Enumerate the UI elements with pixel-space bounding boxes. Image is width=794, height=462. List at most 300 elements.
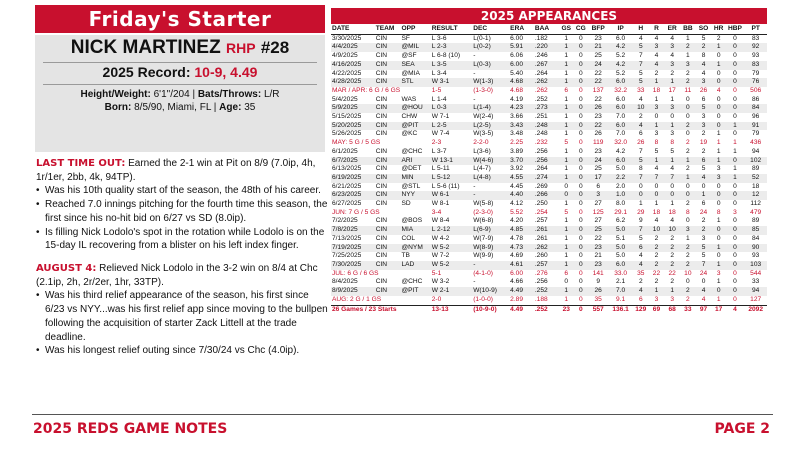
table-cell: 1 bbox=[558, 261, 573, 270]
table-cell: 1 bbox=[733, 147, 737, 155]
table-cell: @HOU bbox=[400, 104, 430, 113]
table-cell: 0 bbox=[725, 261, 743, 270]
table-cell: 544 bbox=[750, 269, 762, 277]
table-cell: .264 bbox=[534, 165, 548, 173]
table-cell: L(0-2) bbox=[472, 43, 509, 52]
table-cell: 1 bbox=[664, 78, 680, 87]
table-cell: 3 bbox=[695, 78, 711, 87]
table-row bbox=[331, 96, 767, 105]
table-cell: .251 bbox=[534, 113, 548, 121]
table-cell: 4.73 bbox=[509, 244, 534, 253]
table-cell: 0 bbox=[573, 61, 588, 70]
table-cell: (4-1-0) bbox=[473, 269, 493, 277]
list-item: • Was his longest relief outing since 7/30/24 vs Chc (4.0ip). bbox=[36, 344, 328, 358]
table-cell: 4.68 bbox=[509, 78, 534, 87]
table-cell: 4.19 bbox=[510, 95, 524, 103]
table-cell: L 0-3 bbox=[431, 104, 472, 113]
table-cell: CIN bbox=[375, 61, 401, 70]
table-cell: 8 bbox=[701, 52, 706, 60]
table-cell: 3 bbox=[716, 269, 721, 277]
table-cell: 25 bbox=[588, 226, 608, 235]
table-cell: 0 bbox=[733, 182, 737, 190]
table-cell: 4.85 bbox=[509, 226, 534, 235]
table-cell: 0 bbox=[578, 95, 583, 103]
table-cell: CIN bbox=[375, 130, 388, 138]
last-time-heading: LAST TIME OUT: bbox=[36, 158, 126, 169]
table-cell: 1 bbox=[564, 95, 569, 103]
table-cell: 8/9/2025 bbox=[331, 287, 375, 296]
table-cell: 1 bbox=[670, 200, 674, 208]
table-cell: 8 bbox=[670, 139, 674, 147]
table-cell: L(2-5) bbox=[472, 122, 509, 131]
table-cell: - bbox=[473, 182, 476, 190]
table-cell: 22 bbox=[594, 234, 602, 242]
table-cell: 7/25/2025 bbox=[332, 252, 362, 260]
last-time-out-notes bbox=[36, 157, 328, 253]
table-cell: 3 bbox=[680, 61, 696, 70]
table-cell: JUL: 6 G / 6 GS bbox=[332, 269, 379, 277]
table-cell: 4 bbox=[670, 34, 674, 42]
table-cell: 0 bbox=[686, 95, 690, 103]
column-header: ER bbox=[664, 25, 680, 34]
table-cell: 3.70 bbox=[509, 157, 534, 166]
table-cell: 7/19/2025 bbox=[331, 244, 375, 253]
table-cell: @MIA bbox=[401, 69, 420, 77]
table-cell: 5 bbox=[638, 234, 643, 242]
table-cell: L 5-6 (11) bbox=[431, 182, 460, 190]
table-cell: 0 bbox=[725, 244, 743, 253]
player-throws: RHP bbox=[225, 40, 256, 56]
table-cell: 0 bbox=[733, 217, 737, 225]
table-cell: W(6-8) bbox=[473, 217, 494, 225]
table-cell: 0 bbox=[578, 34, 583, 42]
column-header: CG bbox=[573, 25, 588, 34]
table-cell: 3 bbox=[670, 295, 674, 303]
table-cell: 52 bbox=[743, 174, 767, 183]
table-cell: 0 bbox=[573, 104, 588, 113]
table-cell: 1 bbox=[716, 217, 721, 225]
column-header: R bbox=[648, 25, 664, 34]
table-cell: 5/4/2025 bbox=[332, 95, 358, 103]
table-cell: .274 bbox=[534, 174, 559, 183]
table-cell: 0 bbox=[716, 252, 721, 260]
table-cell: 92 bbox=[743, 43, 767, 52]
table-cell: 0 bbox=[573, 174, 588, 183]
table-cell: 6.0 bbox=[616, 95, 626, 103]
month-total-row bbox=[331, 270, 767, 279]
table-cell: W 13-1 bbox=[431, 157, 472, 166]
table-cell: 2-0 bbox=[431, 295, 442, 303]
table-cell: 10 bbox=[664, 226, 680, 235]
table-cell: CIN bbox=[375, 165, 388, 173]
table-cell: 2 bbox=[686, 139, 690, 147]
table-cell: W 7-4 bbox=[431, 130, 450, 138]
age-label: Age: bbox=[219, 102, 242, 113]
table-cell: 0 bbox=[654, 113, 659, 121]
table-cell: 26 bbox=[637, 139, 645, 147]
table-cell: 2 bbox=[695, 43, 711, 52]
last-time-lead: Earned the 2-1 win at Pit on 8/9 (7.0ip, 4h, 1r/1er, 2bb, 4k, 94TP). bbox=[36, 158, 316, 183]
column-header: OPP bbox=[400, 25, 430, 34]
table-cell: 0 bbox=[578, 200, 583, 208]
table-cell: 1-5 bbox=[431, 86, 442, 94]
table-cell: 4 bbox=[654, 52, 659, 60]
table-cell: L 1-4 bbox=[431, 95, 447, 103]
table-cell: 1 bbox=[564, 234, 569, 242]
table-cell: 9 bbox=[638, 217, 643, 225]
table-cell: W 3-1 bbox=[431, 78, 472, 87]
table-cell: 8 bbox=[686, 208, 690, 216]
table-cell: .267 bbox=[534, 61, 559, 70]
table-cell: 0 bbox=[733, 113, 737, 121]
appearances-table bbox=[331, 25, 767, 314]
table-row bbox=[331, 191, 767, 200]
table-cell: .188 bbox=[534, 295, 548, 303]
table-cell: 0 bbox=[654, 182, 659, 190]
table-cell: CIN bbox=[375, 252, 388, 260]
month-total-row bbox=[331, 87, 767, 96]
table-cell: 5.0 bbox=[608, 226, 633, 235]
table-cell: 9.1 bbox=[616, 295, 626, 303]
table-cell: @KC bbox=[401, 130, 418, 138]
table-cell: 4 bbox=[670, 217, 674, 225]
table-cell: 0 bbox=[711, 122, 726, 131]
table-cell: 0 bbox=[711, 104, 726, 113]
table-cell: (10-9-0) bbox=[472, 305, 509, 314]
table-cell: L 3-6 bbox=[431, 34, 447, 42]
table-cell: @NYM bbox=[400, 244, 430, 253]
table-cell: 1 bbox=[695, 191, 711, 200]
table-cell: 23 bbox=[594, 113, 602, 121]
table-cell: 1 bbox=[564, 252, 569, 260]
table-cell: 69 bbox=[648, 305, 664, 314]
table-cell: - bbox=[473, 95, 476, 103]
table-cell: W(1-3) bbox=[472, 78, 509, 87]
table-cell: 6.2 bbox=[616, 217, 626, 225]
table-cell: 0 bbox=[733, 200, 737, 208]
table-cell: 1 bbox=[711, 261, 726, 270]
table-cell: 93 bbox=[752, 252, 760, 260]
table-cell: WAS bbox=[401, 95, 417, 103]
table-cell: 22 bbox=[588, 78, 608, 87]
table-cell: L 3-5 bbox=[431, 61, 472, 70]
table-cell: 0 bbox=[578, 139, 583, 147]
table-cell: L(4-8) bbox=[472, 174, 509, 183]
table-cell: 0 bbox=[725, 191, 743, 200]
table-cell: 0 bbox=[632, 191, 648, 200]
starter-banner: Friday's Starter bbox=[35, 5, 325, 33]
table-cell: L 2-5 bbox=[431, 122, 472, 131]
last-time-bullets bbox=[36, 184, 328, 253]
table-cell: 1 bbox=[654, 95, 659, 103]
table-cell: 1 bbox=[638, 200, 643, 208]
table-cell: 4 bbox=[632, 287, 648, 296]
table-cell: 0 bbox=[564, 182, 569, 190]
table-cell: 22 bbox=[594, 95, 602, 103]
table-cell: CIN bbox=[375, 191, 401, 200]
table-cell: W(2-4) bbox=[473, 113, 494, 121]
table-cell: 1 bbox=[648, 78, 664, 87]
table-cell: 2 bbox=[670, 69, 674, 77]
table-row bbox=[331, 278, 767, 287]
table-cell: CIN bbox=[375, 43, 401, 52]
table-row bbox=[331, 104, 767, 113]
table-cell: 76 bbox=[743, 78, 767, 87]
table-cell: 4 bbox=[654, 165, 659, 173]
table-cell: MAR / APR: 6 G / 6 GS bbox=[332, 86, 401, 94]
table-cell: 6 bbox=[701, 95, 706, 103]
table-row bbox=[331, 52, 767, 61]
table-cell: 0 bbox=[711, 78, 726, 87]
table-cell: 3 bbox=[664, 61, 680, 70]
table-cell: @PIT bbox=[400, 287, 430, 296]
table-cell: 4.66 bbox=[510, 278, 524, 286]
table-cell: 2 bbox=[701, 147, 706, 155]
table-cell: 2 bbox=[680, 43, 696, 52]
table-cell: 26 bbox=[588, 287, 608, 296]
table-cell: L 5-11 bbox=[431, 165, 450, 173]
table-cell: .232 bbox=[534, 139, 548, 147]
table-cell: 13-13 bbox=[431, 305, 472, 314]
table-cell: 6.0 bbox=[608, 78, 633, 87]
table-cell: CIN bbox=[375, 52, 388, 60]
table-cell: .252 bbox=[534, 95, 548, 103]
table-cell: 5.2 bbox=[616, 52, 626, 60]
table-cell: 0 bbox=[578, 208, 583, 216]
table-cell: CIN bbox=[375, 147, 388, 155]
table-cell: W 7-2 bbox=[431, 252, 450, 260]
table-cell: 6 bbox=[701, 200, 706, 208]
table-cell: @STL bbox=[401, 182, 421, 190]
table-cell: 5 bbox=[695, 244, 711, 253]
table-cell: 1 bbox=[716, 278, 721, 286]
table-cell: 22 bbox=[668, 269, 676, 277]
table-cell: 18 bbox=[652, 86, 661, 94]
table-cell: 0 bbox=[733, 130, 737, 138]
table-header-row bbox=[331, 25, 767, 34]
table-cell: L(6-9) bbox=[472, 226, 509, 235]
table-cell: L 3-4 bbox=[431, 69, 447, 77]
table-cell: 1 bbox=[711, 43, 726, 52]
table-cell: 6.00 bbox=[510, 34, 524, 42]
table-cell: 5 bbox=[654, 147, 659, 155]
table-cell: 0 bbox=[725, 61, 743, 70]
footer-divider bbox=[32, 414, 773, 415]
bt-value: L/R bbox=[263, 89, 280, 100]
table-cell: 7.0 bbox=[616, 130, 626, 138]
table-cell: W(9-9) bbox=[473, 252, 494, 260]
table-cell: 1 bbox=[654, 200, 659, 208]
table-cell: 2 bbox=[670, 234, 674, 242]
table-cell: 25 bbox=[594, 165, 602, 173]
table-cell: 5 bbox=[670, 147, 674, 155]
table-cell: 6/7/2025 bbox=[331, 157, 375, 166]
table-cell: 4 bbox=[695, 287, 711, 296]
table-row bbox=[331, 287, 767, 296]
table-cell: 8.0 bbox=[616, 200, 626, 208]
table-cell: 0 bbox=[578, 269, 583, 277]
table-cell: CIN bbox=[375, 113, 388, 121]
table-cell: 3 bbox=[711, 174, 726, 183]
table-cell: 1 bbox=[564, 147, 569, 155]
table-row bbox=[331, 165, 767, 174]
table-cell: 2 bbox=[686, 69, 690, 77]
table-cell: 0 bbox=[711, 287, 726, 296]
table-cell: 3 bbox=[695, 122, 711, 131]
table-cell: 7/13/2025 bbox=[332, 234, 362, 242]
table-cell: 1 bbox=[686, 52, 690, 60]
table-cell: 4 bbox=[648, 61, 664, 70]
table-cell: 4 bbox=[638, 95, 643, 103]
table-cell: 4.68 bbox=[510, 86, 524, 94]
table-cell: .257 bbox=[534, 217, 548, 225]
table-cell: 1 bbox=[648, 122, 664, 131]
table-cell: 7 bbox=[632, 61, 648, 70]
table-cell: .262 bbox=[534, 244, 559, 253]
table-cell: 22 bbox=[588, 122, 608, 131]
table-row bbox=[331, 34, 767, 43]
table-cell: 94 bbox=[743, 287, 767, 296]
table-cell: 7/8/2025 bbox=[331, 226, 375, 235]
table-cell: 5.0 bbox=[616, 165, 626, 173]
table-cell: @CHC bbox=[401, 278, 423, 286]
table-cell: 24 bbox=[588, 157, 608, 166]
aug4-lead: Relieved Nick Lodolo in the 3-2 win on 8/4 at Chc (2.1ip, 2h, 2r/2er, 1hr, 33TP). bbox=[36, 263, 318, 288]
table-cell: JUN: 7 G / 5 GS bbox=[332, 208, 380, 216]
table-cell: 2092 bbox=[743, 305, 767, 314]
column-header: GS bbox=[558, 25, 573, 34]
table-cell: 5.91 bbox=[509, 43, 534, 52]
table-cell: 3.92 bbox=[510, 165, 524, 173]
table-cell: 136.1 bbox=[608, 305, 633, 314]
table-cell: LAD bbox=[400, 261, 430, 270]
table-cell: CIN bbox=[375, 174, 401, 183]
table-cell: 1 bbox=[558, 104, 573, 113]
table-cell: 7 bbox=[648, 174, 664, 183]
table-cell: 2 bbox=[670, 278, 674, 286]
table-cell: 1 bbox=[686, 234, 690, 242]
table-cell: 0 bbox=[733, 252, 737, 260]
table-cell: 1 bbox=[733, 165, 737, 173]
table-row bbox=[331, 261, 767, 270]
table-cell: 506 bbox=[750, 86, 762, 94]
table-cell: 3 bbox=[716, 165, 721, 173]
table-cell: 0 bbox=[578, 52, 583, 60]
table-cell: 4.40 bbox=[509, 191, 534, 200]
table-cell: .273 bbox=[534, 104, 559, 113]
table-row bbox=[331, 244, 767, 253]
table-cell: 0 bbox=[564, 278, 569, 286]
table-cell: 0 bbox=[578, 113, 583, 121]
table-cell: (2-3-0) bbox=[473, 208, 493, 216]
table-cell: 27 bbox=[594, 217, 602, 225]
table-cell: L(4-7) bbox=[473, 165, 491, 173]
table-cell: CIN bbox=[375, 157, 401, 166]
table-row bbox=[331, 252, 767, 261]
table-cell: @CHC bbox=[401, 147, 423, 155]
table-cell: 0 bbox=[733, 34, 737, 42]
table-cell: 0 bbox=[573, 43, 588, 52]
table-cell: 1 bbox=[664, 287, 680, 296]
table-cell: 0 bbox=[733, 269, 737, 277]
born-label: Born: bbox=[104, 102, 132, 113]
hw-label: Height/Weight: bbox=[80, 89, 151, 100]
table-cell: 4 bbox=[654, 34, 659, 42]
table-cell: 2.2 bbox=[608, 174, 633, 183]
august-4-notes bbox=[36, 262, 328, 358]
table-cell: 5 bbox=[564, 208, 569, 216]
table-row bbox=[331, 113, 767, 122]
player-number: #28 bbox=[260, 38, 290, 57]
table-cell: CIN bbox=[375, 261, 401, 270]
table-cell: ARI bbox=[400, 157, 430, 166]
table-cell: 0 bbox=[701, 278, 706, 286]
table-cell: 0 bbox=[578, 278, 583, 286]
table-cell: 79 bbox=[752, 130, 760, 138]
table-cell: 4 bbox=[670, 165, 674, 173]
table-cell: 6/21/2025 bbox=[332, 182, 362, 190]
player-name: NICK MARTINEZ bbox=[70, 37, 221, 58]
table-cell: 6.0 bbox=[616, 34, 626, 42]
table-cell: 3.48 bbox=[510, 130, 524, 138]
table-cell: 1 bbox=[716, 139, 721, 147]
table-cell: 26 bbox=[699, 86, 708, 94]
table-cell: 0 bbox=[733, 278, 737, 286]
table-cell: 4 bbox=[716, 86, 721, 94]
table-cell: 17 bbox=[668, 86, 676, 94]
month-total-row bbox=[331, 296, 767, 305]
table-row bbox=[331, 200, 767, 209]
table-cell: 5/20/2025 bbox=[331, 122, 375, 131]
table-cell: 1 bbox=[680, 174, 696, 183]
table-cell: .257 bbox=[534, 261, 559, 270]
table-cell: 1 bbox=[711, 244, 726, 253]
table-cell: W 7-1 bbox=[431, 113, 450, 121]
table-cell: 0 bbox=[701, 182, 706, 190]
table-cell: CIN bbox=[375, 122, 401, 131]
table-cell: 97 bbox=[695, 305, 711, 314]
table-cell: W(5-8) bbox=[473, 200, 494, 208]
table-cell: 4.69 bbox=[510, 252, 524, 260]
table-cell: 24 bbox=[699, 269, 708, 277]
table-cell: 2.0 bbox=[616, 182, 626, 190]
table-row bbox=[331, 226, 767, 235]
table-cell: L 3-7 bbox=[431, 147, 447, 155]
table-cell: 25 bbox=[594, 52, 602, 60]
table-cell: 6.0 bbox=[608, 122, 633, 131]
table-cell: 4.20 bbox=[510, 217, 524, 225]
column-header: IP bbox=[608, 25, 633, 34]
table-cell: 17 bbox=[711, 305, 726, 314]
table-cell: AUG: 2 G / 1 GS bbox=[332, 295, 382, 303]
table-cell: 0 bbox=[716, 182, 721, 190]
table-cell: 0 bbox=[573, 157, 588, 166]
column-header: DEC bbox=[472, 25, 509, 34]
table-cell: L 6-8 (10) bbox=[431, 52, 461, 60]
table-cell: 1 bbox=[564, 69, 569, 77]
table-cell: 1 bbox=[564, 217, 569, 225]
table-cell: 8 bbox=[638, 165, 643, 173]
table-cell: .256 bbox=[534, 147, 548, 155]
table-cell: 0 bbox=[638, 182, 643, 190]
table-cell: 1 bbox=[564, 113, 569, 121]
table-cell: 6 bbox=[638, 130, 643, 138]
table-cell: 0 bbox=[716, 113, 721, 121]
table-cell: W(7-9) bbox=[473, 234, 494, 242]
table-cell: 3 bbox=[680, 226, 696, 235]
table-cell: 4 bbox=[695, 174, 711, 183]
table-cell: 4 bbox=[632, 261, 648, 270]
